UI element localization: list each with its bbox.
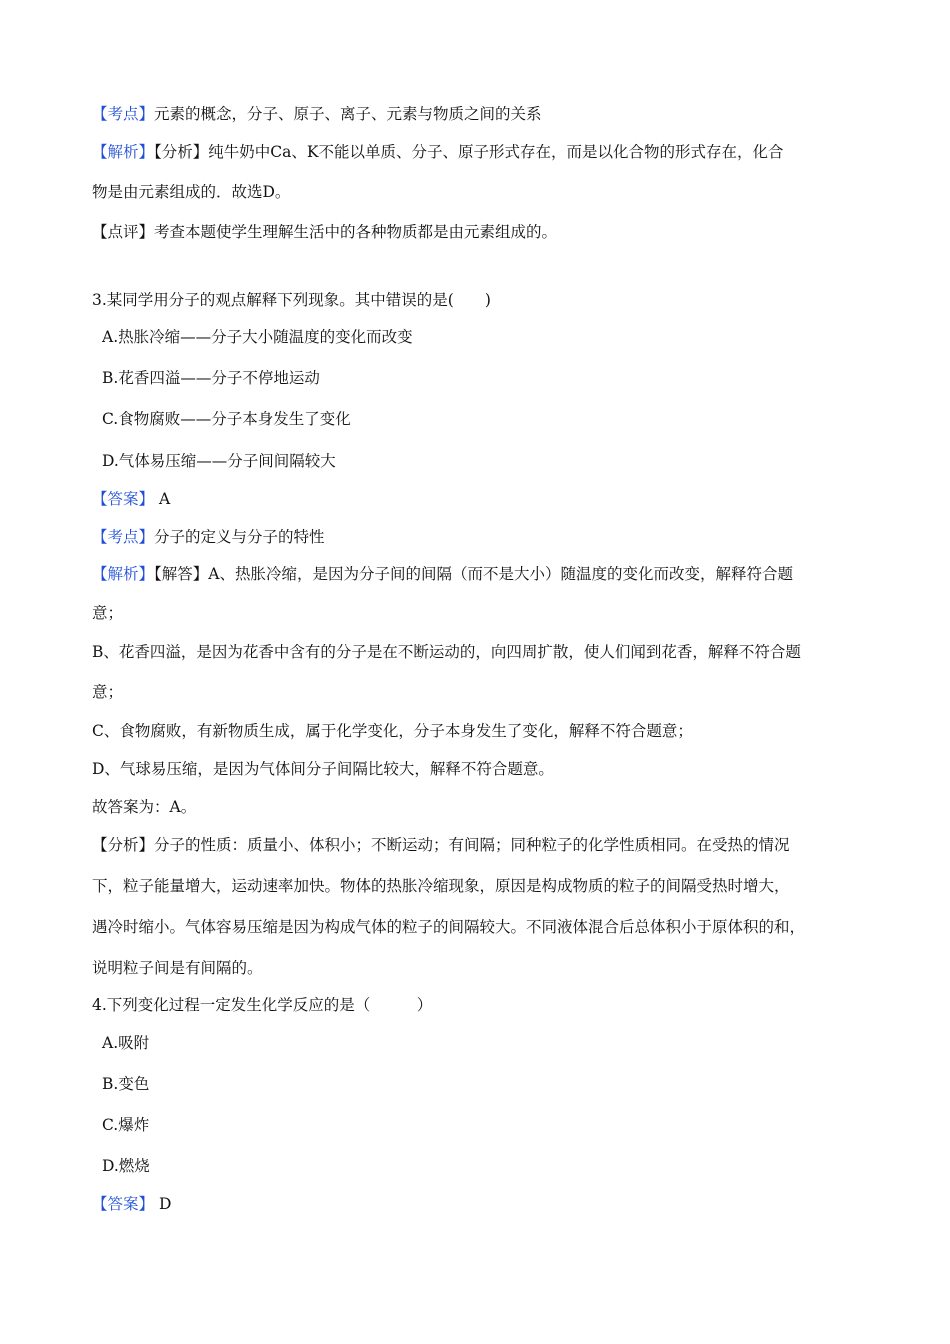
q3-option-a: A.热胀冷缩——分子大小随温度的变化而改变	[102, 328, 413, 346]
kaodian-text: 元素的概念，分子、原子、离子、元素与物质之间的关系	[154, 105, 542, 123]
jiexi-continuation: 物是由元素组成的．故选D。	[92, 183, 291, 201]
dianping-line: 【点评】考查本题使学生理解生活中的各种物质都是由元素组成的。	[92, 223, 558, 241]
q4-option-c: C.爆炸	[102, 1116, 150, 1134]
jiexi-text: 【解答】A、热胀冷缩，是因为分子间的间隔（而不是大小）随温度的变化而改变，解释符合题	[154, 565, 793, 583]
q3-answer-line	[92, 489, 170, 509]
analysis-line: 【分析】分子的性质：质量小、体积小；不断运动；有间隔；同种粒子的化学性质相同。在受热的情况	[92, 836, 790, 854]
conclusion: 故答案为：A。	[92, 798, 197, 816]
explanation-b-continuation: 意；	[92, 683, 124, 701]
q3-option-c: C.食物腐败——分子本身发生了变化	[102, 410, 351, 428]
jiexi-tag: 【解析】	[92, 143, 155, 161]
kaodian-tag: 【考点】	[92, 105, 155, 123]
jiexi-tag: 【解析】	[92, 565, 155, 583]
question-4: 4.下列变化过程一定发生化学反应的是（ ）	[92, 996, 433, 1014]
q3-jiexi-line	[92, 564, 793, 584]
explanation-d: D、气球易压缩，是因为气体间分子间隔比较大，解释不符合题意。	[92, 760, 554, 778]
jiexi-text: 【分析】纯牛奶中Ca、K不能以单质、分子、原子形式存在，而是以化合物的形式存在，化合	[154, 143, 784, 161]
kaodian-line	[92, 104, 542, 124]
analysis-line: 遇冷时缩小。气体容易压缩是因为构成气体的粒子的间隔较大。不同液体混合后总体积小于原体积的和，	[92, 918, 806, 936]
analysis-line: 说明粒子间是有间隔的。	[92, 959, 263, 977]
q3-option-b: B.花香四溢——分子不停地运动	[102, 369, 320, 387]
q4-option-d: D.燃烧	[102, 1157, 150, 1175]
answer-tag: 【答案】	[92, 490, 155, 508]
q4-option-b: B.变色	[102, 1075, 150, 1093]
explanation-c: C、食物腐败，有新物质生成，属于化学变化，分子本身发生了变化，解释不符合题意；	[92, 722, 693, 740]
kaodian-text: 分子的定义与分子的特性	[154, 528, 325, 546]
answer-value: D	[154, 1195, 172, 1213]
explanation-b: B、花香四溢，是因为花香中含有的分子是在不断运动的，向四周扩散，使人们闻到花香，解释不符合题	[92, 643, 801, 661]
answer-value: A	[154, 490, 171, 508]
answer-tag: 【答案】	[92, 1195, 155, 1213]
q3-kaodian-line	[92, 527, 325, 547]
question-3: 3.某同学用分子的观点解释下列现象。其中错误的是( )	[92, 291, 491, 309]
q3-option-d: D.气体易压缩——分子间间隔较大	[102, 452, 336, 470]
q4-option-a: A.吸附	[102, 1034, 150, 1052]
jiexi-line	[92, 142, 783, 162]
analysis-line: 下，粒子能量增大，运动速率加快。物体的热胀冷缩现象，原因是构成物质的粒子的间隔受热时增大，	[92, 877, 790, 895]
q4-answer-line	[92, 1194, 171, 1214]
jiexi-continuation: 意；	[92, 604, 124, 622]
kaodian-tag: 【考点】	[92, 528, 155, 546]
